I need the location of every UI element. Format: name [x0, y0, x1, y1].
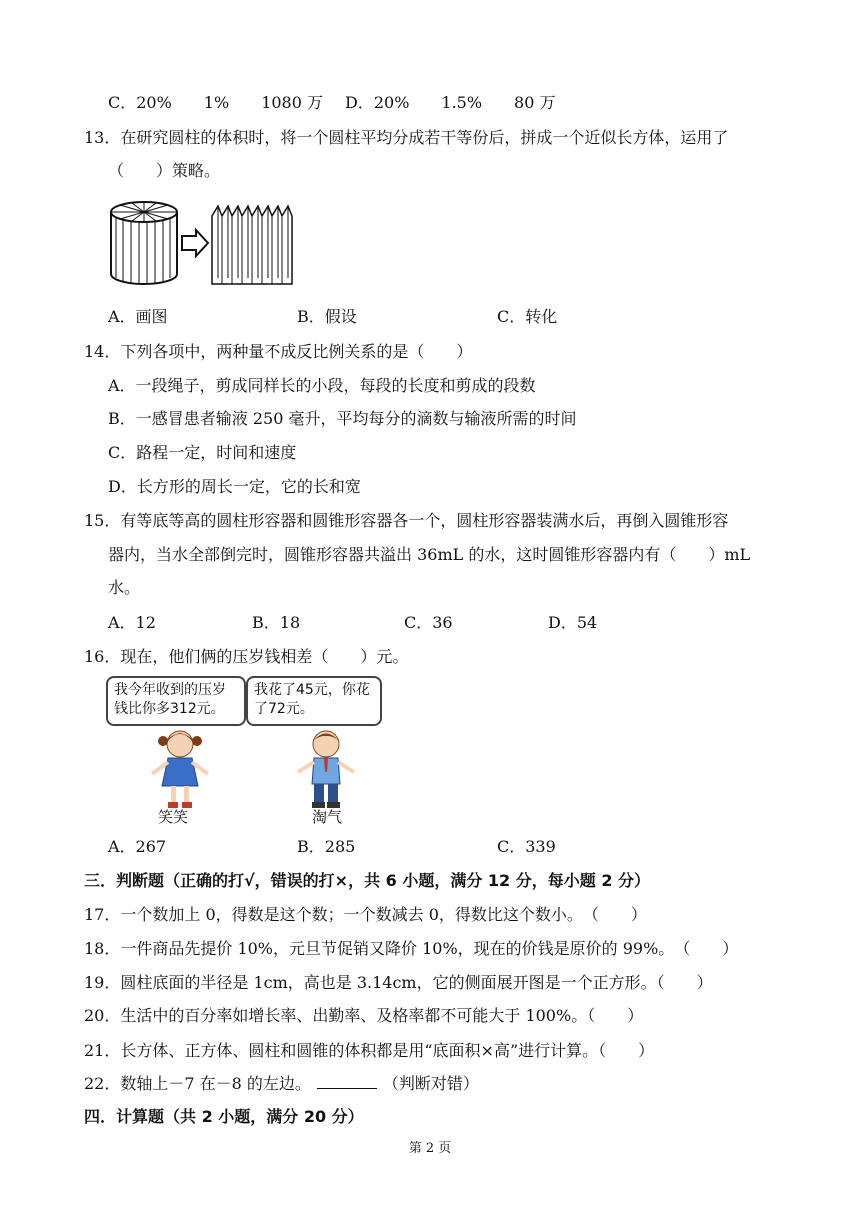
q15-stem-line3: 水。 — [108, 578, 141, 597]
page-number: 第 2 页 — [408, 1141, 452, 1156]
q22-hint: （判断对错） — [382, 1074, 479, 1093]
q16-option-b: B．285 — [297, 837, 356, 856]
q14-option-d: D．长方形的周长一定，它的长和宽 — [108, 477, 361, 496]
cylinder-to-cuboid-figure — [108, 198, 300, 288]
speech-bubble-taoqi: 我花了45元，你花了72元。 — [246, 676, 382, 726]
q15-option-c: C．36 — [404, 613, 453, 632]
q21: 21．长方体、正方体、圆柱和圆锥的体积都是用“底面积×高”进行计算。（ ） — [84, 1041, 655, 1060]
q13-stem-line1: 13．在研究圆柱的体积时，将一个圆柱平均分成若干等份后，拼成一个近似长方体，运用了 — [84, 128, 729, 147]
q22-answer-blank[interactable] — [317, 1074, 377, 1089]
girl-illustration — [148, 728, 212, 812]
q13-option-c: C．转化 — [497, 307, 558, 326]
q14-stem: 14．下列各项中，两种量不成反比例关系的是（ ） — [84, 342, 473, 361]
q17: 17．一个数加上 0，得数是这个数；一个数减去 0，得数比这个数小。 （ ） — [84, 905, 647, 924]
q12-option-d: D．20% 1.5% 80 万 — [345, 93, 556, 112]
boy-illustration — [294, 728, 358, 812]
q15-option-d: D．54 — [548, 613, 598, 632]
q16-option-c: C．339 — [497, 837, 556, 856]
q19: 19．圆柱底面的半径是 1cm，高也是 3.14cm，它的侧面展开图是一个正方形。（ ） — [84, 973, 713, 992]
q16-option-a: A．267 — [108, 837, 167, 856]
q22-text: 22．数轴上－7 在－8 的左边。 — [84, 1074, 311, 1093]
q18: 18．一件商品先提价 10%，元旦节促销又降价 10%，现在的价钱是原价的 99%。 （ ） — [84, 939, 739, 958]
q15-stem-line2: 器内，当水全部倒完时，圆锥形容器共溢出 36mL 的水，这时圆锥形容器内有（ ）mL — [108, 545, 751, 564]
q15-option-a: A．12 — [108, 613, 156, 632]
q15-option-b: B．18 — [252, 613, 301, 632]
section4-title: 四．计算题（共 2 小题，满分 20 分） — [84, 1107, 364, 1126]
q22 — [84, 1073, 479, 1095]
q15-stem-line1: 15．有等底等高的圆柱形容器和圆锥形容器各一个，圆柱形容器装满水后，再倒入圆锥形容 — [84, 511, 729, 530]
q12-option-c: C．20% 1% 1080 万 — [108, 93, 323, 112]
q14-option-c: C．路程一定，时间和速度 — [108, 443, 297, 462]
name-xiaoxiao: 笑笑 — [158, 808, 189, 826]
q20: 20．生活中的百分率如增长率、出勤率、及格率都不可能大于 100%。（ ） — [84, 1006, 644, 1025]
name-taoqi: 淘气 — [312, 808, 343, 826]
section3-title: 三．判断题（正确的打√，错误的打×，共 6 小题，满分 12 分，每小题 2 分） — [84, 871, 651, 890]
q13-stem-line2: （ ）策略。 — [108, 161, 221, 180]
q13-option-b: B．假设 — [297, 307, 357, 326]
q14-option-a: A．一段绳子，剪成同样长的小段，每段的长度和剪成的段数 — [108, 376, 536, 395]
q16-stem: 16．现在，他们俩的压岁钱相差（ ）元。 — [84, 647, 409, 666]
q14-option-b: B．一感冒患者输液 250 毫升，平均每分的滴数与输液所需的时间 — [108, 409, 577, 428]
speech-bubble-xiaoxiao: 我今年收到的压岁钱比你多312元。 — [106, 676, 246, 726]
q13-option-a: A．画图 — [108, 307, 168, 326]
